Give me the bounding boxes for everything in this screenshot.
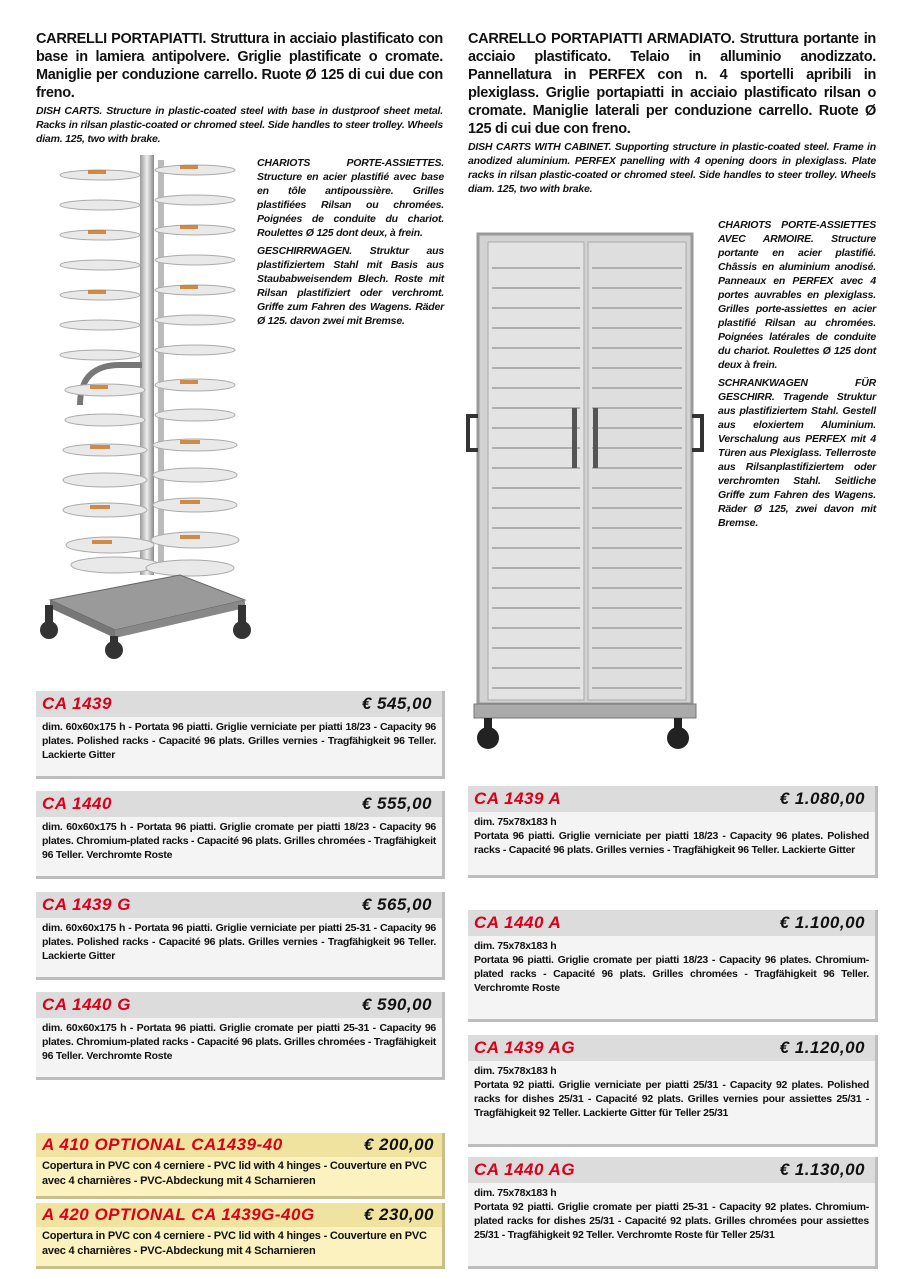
product-bar [36,892,442,918]
dish-cart-image [30,150,255,660]
product-dimensions: dim. 75x78x183 h [474,940,557,952]
product-code: CA 1440 [42,794,112,813]
left-side-german: GESCHIRRWAGEN. Struktur aus plastifiziertem Stahl mit Basis aus Staubabweisendem Blech. Roste mit Rilsan plastifiziert oder verchromt. Griffe zum Fahren des Wagens. Räder Ø 125. davon zwei mit Bremse. [257,245,444,327]
product-dimensions: dim. 60x60x175 h - [42,922,132,934]
product-price: € 590,00 [361,995,432,1014]
left-header-english: DISH CARTS. Structure in plastic-coated steel with base in dustproof sheet metal. Racks in rilsan plastic-coated or chromed steel. Side handles to steer trolley. Wheels diam. 125, two with brake. [36,105,443,145]
left-header-italian: CARRELLI PORTAPIATTI. Struttura in acciaio plastificato con base in lamiera antipolvere. Griglie plastificate o cromate. Maniglie per conduzione carrello. Ruote Ø 125 di cui due con freno. [36,31,443,101]
product-dimensions: dim. 75x78x183 h [474,1187,557,1199]
right-header-italian: CARRELLO PORTAPIATTI ARMADIATO. Struttura portante in acciaio plastificato. Telaio in alluminio anodizzato. Pannellatura in PERFEX con n. 4 sportelli apribili in plexiglass. Griglie portapiatti in acciaio plastificato rilsan o cromate. Maniglie laterali per conduzione carrello. Ruote Ø 125 di cui due con freno. [468,31,876,137]
product-code: CA 1439 A [474,789,562,808]
product-price: € 555,00 [361,794,432,813]
right-header-english: DISH CARTS WITH CABINET. Supporting structure in plastic-coated steel. Frame in anodized aluminium. PERFEX panelling with 4 opening doors in plexiglass. Plate racks in rilsan plastic-coated or chromed steel. Side handles to steer trolley. Wheels diam. 125, two with brake. [468,141,876,195]
optional-description: Copertura in PVC con 4 cerniere - PVC lid with 4 hinges - Couverture en PVC avec 4 charnières - PVC-Abdeckung mit 4 Scharnieren [42,1160,427,1187]
product-code: CA 1439 AG [474,1038,576,1057]
product-dimensions: dim. 60x60x175 h - [42,721,132,733]
product-description [36,717,442,766]
product-bar [36,691,442,717]
product-card [468,910,878,1022]
product-price: € 545,00 [361,694,432,713]
optional-card [36,1203,445,1269]
product-description [36,1018,442,1067]
product-card [36,691,445,779]
product-details: Portata 92 piatti. Griglie cromate per piatti 25-31 - Capacity 92 plates. Chromium-plated racks for dishes 25/31 - Capacité 92 plats. Grilles chromées pour assiettes 25/31 - Tragfähigkeit 92 Teller. Verchromte Roste für Teller 25/31 [474,1201,869,1241]
product-details: Portata 92 piatti. Griglie verniciate per piatti 25/31 - Capacity 92 plates. Polished racks for dishes 25/31 - Capacité 92 plats. Grilles vernies pour assiettes 25/31 - Tragfähigkeit 92 Teller. Lackierte Gitter für Teller 25/31 [474,1079,869,1119]
optional-description: Copertura in PVC con 4 cerniere - PVC lid with 4 hinges - Couverture en PVC avec 4 charnières - PVC-Abdeckung mit 4 Scharnieren [42,1230,427,1257]
product-details: Portata 96 piatti. Griglie cromate per piatti 18/23 - Capacity 96 plates. Chromium-plated racks - Capacité 96 plats. Grilles chromées - Tragfähigkeit 96 Teller. Verchromte Roste [42,821,436,861]
product-code: CA 1439 G [42,895,131,914]
cabinet-cart-image [462,228,717,760]
product-bar [468,910,875,936]
product-dimensions: dim. 75x78x183 h [474,1065,557,1077]
product-code: CA 1439 [42,694,112,713]
left-side-french: CHARIOTS PORTE-ASSIETTES. Structure en acier plastifié avec base en tôle antipoussière. Grilles plastifiées Rilsan ou chromées. Poignées de conduite du chariot. Roulettes Ø 125 dont deux, à frein. [257,157,444,239]
optional-price: € 230,00 [363,1205,434,1224]
product-details: Portata 96 piatti. Griglie verniciate per piatti 18/23 - Capacity 96 plates. Polished racks - Capacité 96 plats. Grilles vernies - Tragfähigkeit 96 Teller. Lackierte Gitter [474,830,869,856]
right-header [468,30,876,196]
product-bar [468,786,875,812]
product-dimensions: dim. 60x60x175 h - [42,821,134,833]
product-card [468,1035,878,1147]
right-side-german: SCHRANKWAGEN FÜR GESCHIRR. Tragende Struktur aus plastifiziertem Stahl. Gestell aus eloxiertem Aluminium. Verschalung aus PERFEX mit 4 Türen aus Plexiglass. Tellerroste aus Rilsanplastifiziertem oder verchromten Stahl. Seitliche Griffe zum Fahren des Wagens. Räder Ø 125, zwei davon mit Bremse. [718,377,876,529]
product-description [468,812,875,861]
left-header [36,30,443,146]
product-details: Portata 96 piatti. Griglie cromate per piatti 18/23 - Capacity 96 plates. Chromium-plated racks - Capacité 96 plats. Grilles chromées - Tragfähigkeit 96 Teller. Verchromte Roste [474,954,869,994]
optional-bar [36,1203,442,1227]
product-price: € 1.080,00 [779,789,865,808]
product-description [468,1183,875,1246]
product-code: CA 1440 AG [474,1160,576,1179]
product-bar [468,1035,875,1061]
optional-code: A 410 OPTIONAL CA1439-40 [42,1135,283,1154]
product-bar [36,992,442,1018]
product-code: CA 1440 A [474,913,562,932]
product-card [468,786,878,878]
product-details: Portata 96 piatti. Griglie verniciate per piatti 18/23 - Capacity 96 plates. Polished racks - Capacité 96 plats. Grilles vernies - Tragfähigkeit 96 Teller. Lackierte Gitter [42,721,436,761]
product-description [468,936,875,999]
optional-code: A 420 OPTIONAL CA 1439G-40G [42,1205,315,1224]
product-bar [468,1157,875,1183]
optional-price: € 200,00 [363,1135,434,1154]
product-description [36,918,442,967]
right-side-text [718,218,876,534]
optional-card [36,1133,445,1199]
product-dimensions: dim. 60x60x175 h - [42,1022,134,1034]
product-price: € 1.130,00 [779,1160,865,1179]
product-bar [36,791,442,817]
product-card [36,892,445,980]
optional-bar [36,1133,442,1157]
product-dimensions: dim. 75x78x183 h [474,816,557,828]
product-details: Portata 96 piatti. Griglie cromate per piatti 25-31 - Capacity 96 plates. Chromium-plated racks - Capacité 96 plats. Grilles chromées - Tragfähigkeit 96 Teller. Verchromte Roste [42,1022,436,1062]
product-details: Portata 96 piatti. Griglie verniciate per piatti 25-31 - Capacity 96 plates. Polished racks - Capacité 96 plats. Grilles vernies - Tragfähigkeit 96 Teller. Lackierte Gitter [42,922,436,962]
product-price: € 1.120,00 [779,1038,865,1057]
product-card [468,1157,878,1269]
product-price: € 1.100,00 [779,913,865,932]
left-side-text [257,156,444,332]
product-code: CA 1440 G [42,995,131,1014]
right-side-french: CHARIOTS PORTE-ASSIETTES AVEC ARMOIRE. Structure portante en acier plastifié. Châssis en aluminium anodisé. Panneaux en PERFEX avec 4 portes auvrables en plexiglass. Grilles porte-assiettes en acier plastifié Rilsan au chromées. Poignées latérales de conduite du chariot. Roulettes Ø 125 dont deux à frein. [718,219,876,371]
product-price: € 565,00 [361,895,432,914]
product-card [36,791,445,879]
product-description [468,1061,875,1124]
product-card [36,992,445,1080]
product-description [36,817,442,866]
